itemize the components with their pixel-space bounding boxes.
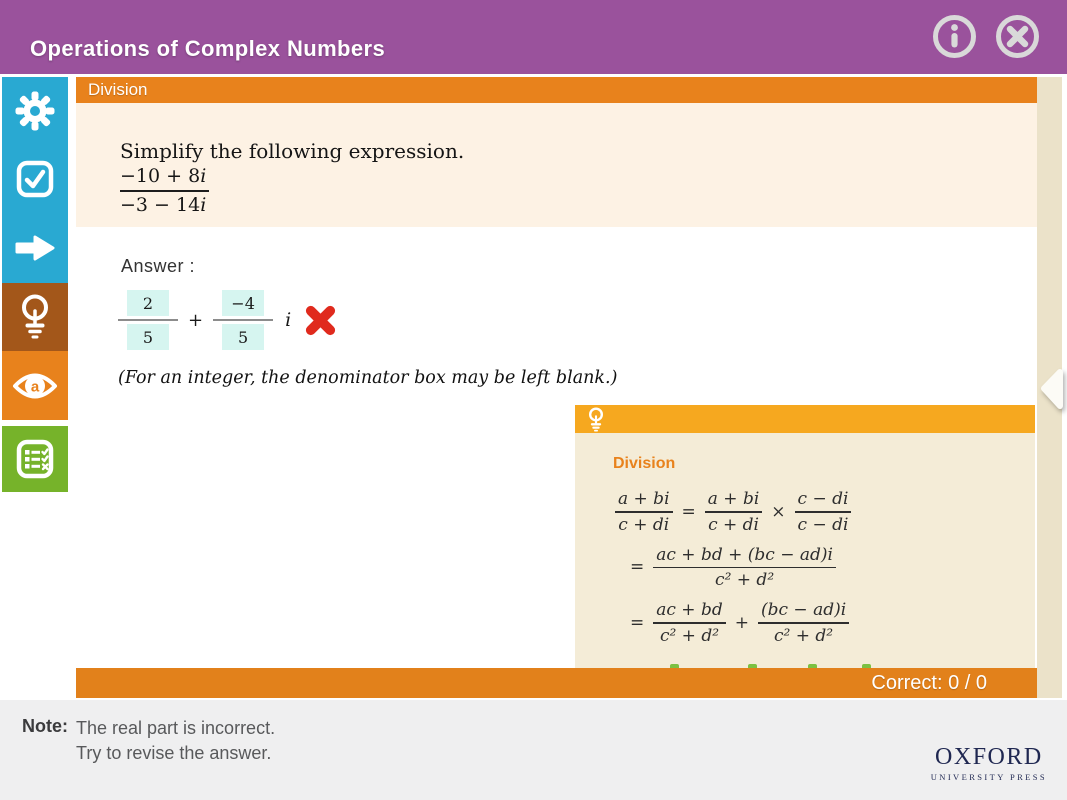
imaginary-unit: i: [200, 194, 207, 216]
problem-area: [76, 103, 1037, 227]
lightbulb-icon: [18, 294, 52, 340]
real-numerator-input[interactable]: 2: [127, 290, 169, 316]
plus-operator: +: [188, 309, 204, 331]
score-label: Correct: 0 / 0: [871, 671, 987, 694]
feedback-note: [22, 716, 275, 766]
expression-denominator: −3 − 14i: [120, 194, 207, 216]
expression-numerator: −10 + 8i: [120, 165, 209, 192]
problem-expression: [120, 165, 209, 216]
real-part-fraction: [118, 290, 178, 350]
sidebar-item-hint[interactable]: [2, 283, 68, 351]
fraction-bar: [213, 319, 273, 321]
note-label: Note:: [22, 716, 68, 736]
close-icon[interactable]: [994, 13, 1041, 60]
page-title: Operations of Complex Numbers: [30, 36, 386, 61]
gear-icon: [15, 91, 55, 131]
incorrect-cross-icon: [303, 303, 338, 338]
section-title-bar: [76, 77, 1037, 103]
imaginary-denominator-input[interactable]: 5: [222, 324, 264, 350]
answer-row: [118, 290, 338, 350]
publisher-name: OXFORD: [935, 744, 1043, 770]
hint-panel-header: [575, 405, 1035, 433]
hint-formula-line-2: = ac + bd + (bc − ad)i c² + d²: [613, 545, 1035, 591]
hint-title: Division: [613, 455, 676, 472]
hint-formula-line-1: a + bi c + di = a + bi c + di × c − di c − di: [613, 489, 1035, 535]
info-icon[interactable]: [931, 13, 978, 60]
answer-label: Answer :: [121, 256, 196, 276]
eye-letter-a-icon: [12, 370, 58, 402]
note-text: The real part is incorrect. Try to revise the answer.: [76, 718, 276, 763]
hint-panel-body: [575, 433, 1035, 668]
lightbulb-icon: [587, 407, 605, 432]
sidebar-item-settings[interactable]: [2, 77, 68, 145]
denominator-blank-note: (For an integer, the denominator box may be left blank.): [118, 368, 618, 388]
publisher-logo: [931, 744, 1047, 782]
imaginary-unit: i: [200, 165, 207, 187]
section-title: Division: [88, 80, 148, 99]
real-denominator-input[interactable]: 5: [127, 324, 169, 350]
sidebar-item-summary[interactable]: [2, 426, 68, 492]
score-bar: [76, 668, 1037, 698]
sidebar-item-next[interactable]: [2, 213, 68, 283]
hint-formula-line-3: = ac + bd c² + d² + (bc − ad)i c² + d²: [613, 600, 1035, 646]
svg-text:a: a: [30, 378, 40, 395]
title-bar: [0, 0, 1067, 74]
footer: [0, 700, 1067, 800]
collapse-handle-icon[interactable]: [1039, 366, 1065, 414]
title-bar-buttons: [931, 13, 1041, 60]
quiz-checklist-icon: [14, 438, 56, 480]
sidebar-item-check-answer[interactable]: [2, 145, 68, 213]
imaginary-unit: i: [285, 309, 292, 331]
imaginary-part-fraction: [213, 290, 273, 350]
fraction-bar: [118, 319, 178, 321]
sidebar-item-show-answer[interactable]: [2, 351, 68, 420]
imaginary-numerator-input[interactable]: −4: [222, 290, 264, 316]
publisher-subtitle: UNIVERSITY PRESS: [930, 772, 1047, 782]
arrow-right-icon: [13, 232, 57, 264]
problem-prompt: Simplify the following expression.: [120, 139, 465, 163]
hint-panel: [575, 405, 1035, 668]
checkbox-check-icon: [15, 159, 55, 199]
